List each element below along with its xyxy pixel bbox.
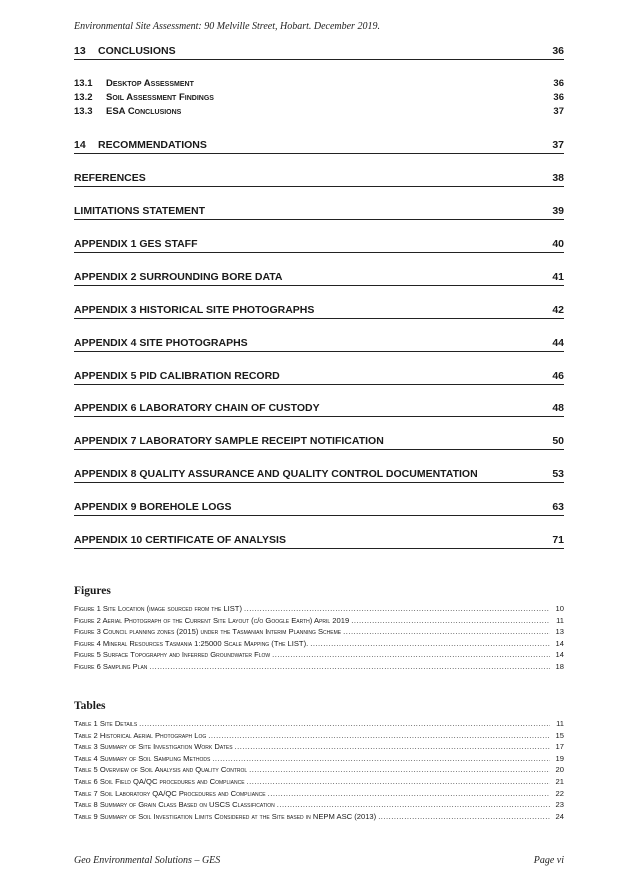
table-entry[interactable] xyxy=(74,800,564,812)
toc-sub-title: ESA Conclusions xyxy=(106,106,182,117)
toc-entry[interactable] xyxy=(74,271,564,286)
figure-entry[interactable] xyxy=(74,662,564,674)
toc-sub-page: 36 xyxy=(553,92,564,103)
toc-page: 40 xyxy=(552,238,564,250)
figure-entry[interactable] xyxy=(74,627,564,639)
toc-entry[interactable] xyxy=(74,205,564,220)
toc-entry[interactable] xyxy=(74,304,564,319)
table-label: Table 9 Summary of Soil Investigation Limits Considered at the Site based in NEPM ASC (2013) xyxy=(74,811,377,821)
table-label: Table 1 Site Details xyxy=(74,719,138,728)
tables-list xyxy=(74,719,564,823)
toc-page: 48 xyxy=(552,402,564,414)
table-label: Table 4 Summary of Soil Sampling Methods xyxy=(74,753,211,763)
figures-heading: Figures xyxy=(74,585,111,597)
figure-page: 18 xyxy=(555,661,564,671)
table-label: Table 5 Overview of Soil Analysis and Quality Control xyxy=(74,765,248,775)
table-page: 11 xyxy=(556,719,564,728)
table-page: 23 xyxy=(555,800,564,810)
toc-entry[interactable] xyxy=(74,435,564,450)
toc-sub-number: 13.3 xyxy=(74,106,93,117)
toc-entry[interactable] xyxy=(74,501,564,516)
table-entry[interactable] xyxy=(74,765,564,777)
footer-page-number: Page vi xyxy=(533,855,564,866)
figure-label: Figure 4 Mineral Resources Tasmania 1:25000 Scale Mapping (The LIST). xyxy=(74,638,309,648)
toc-page: 44 xyxy=(552,337,564,349)
toc-title: APPENDIX 3 HISTORICAL SITE PHOTOGRAPHS xyxy=(74,304,315,316)
table-label: Table 3 Summary of Site Investigation Work Dates xyxy=(74,742,233,752)
figure-entry[interactable] xyxy=(74,616,564,628)
toc-title: APPENDIX 9 BOREHOLE LOGS xyxy=(74,501,232,513)
toc-page: 38 xyxy=(552,172,564,184)
toc-page: 39 xyxy=(552,205,564,217)
table-page: 17 xyxy=(555,742,564,752)
table-label: Table 7 Soil Laboratory QA/QC Procedures and Compliance xyxy=(74,788,266,798)
toc-sub-number: 13.1 xyxy=(74,78,93,89)
toc-title: CONCLUSIONS xyxy=(98,45,176,57)
table-entry[interactable] xyxy=(74,731,564,743)
toc-number: 13 xyxy=(74,45,86,57)
toc-entry[interactable] xyxy=(74,139,564,154)
figure-label: Figure 3 Council planning zones (2015) under the Tasmanian Interim Planning Scheme xyxy=(74,627,342,637)
toc-page: 37 xyxy=(552,139,564,151)
table-page: 15 xyxy=(555,730,564,740)
toc-number: 14 xyxy=(74,139,86,151)
figure-entry[interactable] xyxy=(74,604,564,616)
toc-title: APPENDIX 2 SURROUNDING BORE DATA xyxy=(74,271,283,283)
toc-title: APPENDIX 10 CERTIFICATE OF ANALYSIS xyxy=(74,534,286,546)
toc-entry[interactable] xyxy=(74,370,564,385)
toc-entry[interactable] xyxy=(74,238,564,253)
toc-title: APPENDIX 6 LABORATORY CHAIN OF CUSTODY xyxy=(74,402,320,414)
toc-subentry[interactable] xyxy=(74,106,564,118)
toc-sub-page: 36 xyxy=(553,78,564,89)
table-label: Table 6 Soil Field QA/QC procedures and Compliance xyxy=(74,776,245,786)
toc-sub-title: Soil Assessment Findings xyxy=(106,92,214,103)
figure-page: 14 xyxy=(555,638,564,648)
toc-entry[interactable] xyxy=(74,468,564,483)
figure-label: Figure 2 Aerial Photograph of the Current Site Layout (c/o Google Earth) April 2019 xyxy=(74,615,350,625)
toc-page: 53 xyxy=(552,468,564,480)
toc-entry[interactable] xyxy=(74,337,564,352)
figure-page: 14 xyxy=(555,650,564,660)
table-entry[interactable] xyxy=(74,742,564,754)
toc-sub-number: 13.2 xyxy=(74,92,93,103)
figure-entry[interactable] xyxy=(74,650,564,662)
toc-entry[interactable] xyxy=(74,172,564,187)
toc-entry[interactable] xyxy=(74,534,564,549)
toc-entry[interactable] xyxy=(74,402,564,417)
figure-label: Figure 5 Surface Topography and Inferred Groundwater Flow xyxy=(74,650,271,660)
toc-page: 63 xyxy=(552,501,564,513)
figure-entry[interactable] xyxy=(74,639,564,651)
toc-title: APPENDIX 7 LABORATORY SAMPLE RECEIPT NOTIFICATION xyxy=(74,435,384,447)
table-entry[interactable] xyxy=(74,789,564,801)
figure-page: 11 xyxy=(556,615,564,625)
toc-title: APPENDIX 4 SITE PHOTOGRAPHS xyxy=(74,337,248,349)
footer-org: Geo Environmental Solutions – GES xyxy=(74,855,221,866)
table-entry[interactable] xyxy=(74,777,564,789)
toc-subentry[interactable] xyxy=(74,78,564,90)
figure-page: 13 xyxy=(555,627,564,637)
table-page: 21 xyxy=(555,776,564,786)
running-header: Environmental Site Assessment: 90 Melville Street, Hobart. December 2019. xyxy=(74,21,380,32)
toc-title: APPENDIX 8 QUALITY ASSURANCE AND QUALITY CONTROL DOCUMENTATION xyxy=(74,468,478,480)
toc-entry[interactable] xyxy=(74,45,564,60)
tables-heading: Tables xyxy=(74,700,106,712)
table-page: 20 xyxy=(555,765,564,775)
toc-page: 42 xyxy=(552,304,564,316)
toc-subentry[interactable] xyxy=(74,92,564,104)
figure-label: Figure 1 Site Location (image sourced from the LIST) xyxy=(74,604,242,613)
toc-title: RECOMMENDATIONS xyxy=(98,139,207,151)
figures-list xyxy=(74,604,564,674)
table-page: 24 xyxy=(555,811,564,821)
table-entry[interactable] xyxy=(74,812,564,824)
toc-title: APPENDIX 5 PID CALIBRATION RECORD xyxy=(74,370,280,382)
table-page: 22 xyxy=(555,788,564,798)
table-entry[interactable] xyxy=(74,754,564,766)
table-label: Table 2 Historical Aerial Photograph Log xyxy=(74,730,207,740)
toc-sub-title: Desktop Assessment xyxy=(106,78,194,89)
table-page: 19 xyxy=(555,753,564,763)
toc-title: REFERENCES xyxy=(74,172,146,184)
table-entry[interactable] xyxy=(74,719,564,731)
figure-page: 10 xyxy=(555,604,564,613)
toc-page: 71 xyxy=(552,534,564,546)
table-label: Table 8 Summary of Grain Class Based on USCS Classification xyxy=(74,800,275,810)
toc-sub-page: 37 xyxy=(553,106,564,117)
toc-title: APPENDIX 1 GES STAFF xyxy=(74,238,198,250)
toc-page: 41 xyxy=(552,271,564,283)
toc-page: 36 xyxy=(552,45,564,57)
toc-title: LIMITATIONS STATEMENT xyxy=(74,205,206,217)
figure-label: Figure 6 Sampling Plan xyxy=(74,661,148,671)
toc-page: 46 xyxy=(552,370,564,382)
toc-page: 50 xyxy=(552,435,564,447)
